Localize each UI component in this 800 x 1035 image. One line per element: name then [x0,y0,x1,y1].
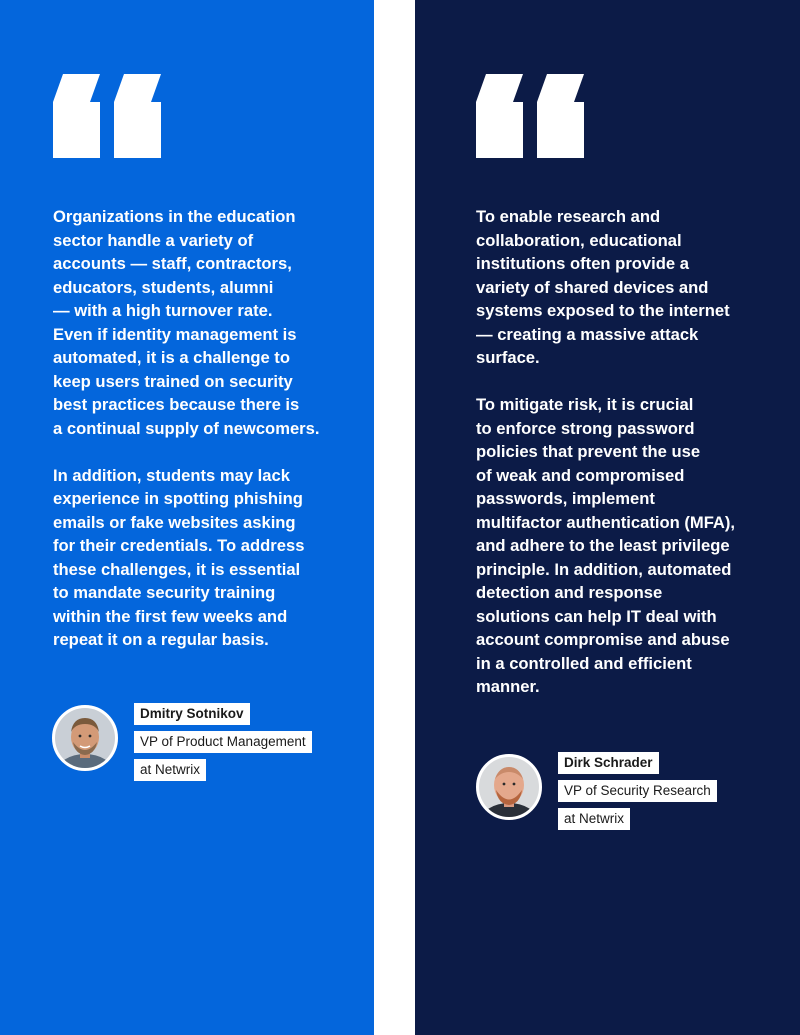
quote-mark-icon [53,74,161,163]
quote-paragraph: To enable research and collaboration, educational institutions often provide a variety of shared devices and systems exposed to the internet — creating a massive attack surface. [476,207,730,367]
author-name: Dirk Schrader [558,752,659,774]
quote-paragraph: In addition, students may lack experience in spotting phishing emails or fake websites asking for their credentials. To address these challenges, it is essential to mandate security training within the first few weeks and repeat it on a regular basis. [53,465,305,649]
avatar [476,754,542,820]
quote-paragraph: To mitigate risk, it is crucial to enforce strong password policies that prevent the use of weak and compromised passwords, implement multifactor authentication (MFA), and adhere to the least privilege principle. In addition, automated detection and response solutions can help IT deal with account compromise and abuse in a controlled and efficient manner. [476,395,736,696]
quote-card-left [0,0,374,1035]
quote-card-right [415,0,800,1035]
author-company: at Netwrix [558,808,630,830]
author-title: VP of Product Management [134,731,312,753]
author-title: VP of Security Research [558,780,717,802]
quote-text [53,205,353,675]
quote-mark-icon [476,74,584,163]
avatar [52,705,118,771]
author-name: Dmitry Sotnikov [134,703,250,725]
quote-text [476,205,776,722]
quote-paragraph: Organizations in the education sector handle a variety of accounts — staff, contractors, educators, students, alumni — with a high turnover rate. Even if identity management is automated, it is a challenge to keep users trained on security best practices because there is a continual supply of newcomers. [53,207,320,438]
author-company: at Netwrix [134,759,206,781]
